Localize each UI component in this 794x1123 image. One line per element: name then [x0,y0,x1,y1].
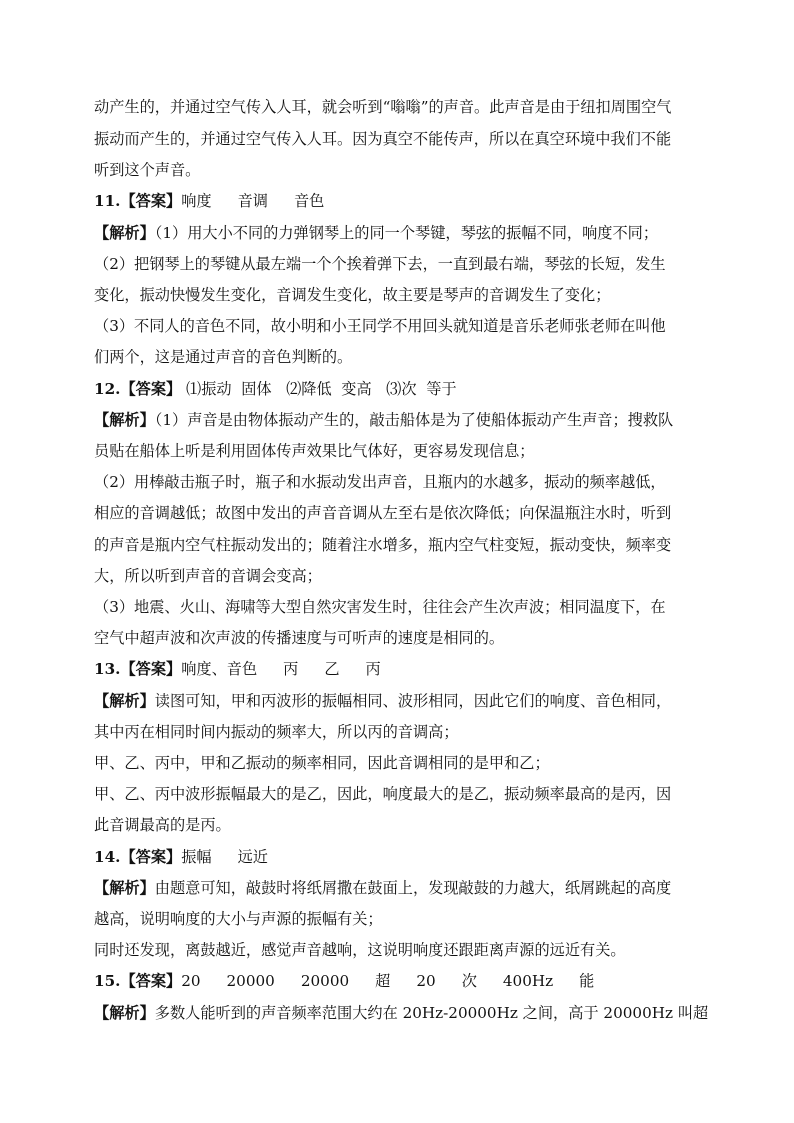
analysis-line-12 [94,410,714,430]
analysis-text: （1）声音是由物体振动产生的，敲击船体是为了使船体振动产生声音；搜救队 [154,411,674,429]
answer-value: 音色 [293,192,325,210]
text-line: 们两个，这是通过声音的音色判断的。 [94,348,353,366]
answer-value: 20 [416,972,436,990]
question-number: 11. [94,192,121,210]
text-line: （3）地震、火山、海啸等大型自然灾害发生时，往往会产生次声波；相同温度下，在 [94,598,666,616]
analysis-text: 读图可知，甲和丙波形的振幅相同、波形相同，因此它们的响度、音色相同， [154,692,672,710]
text-line: 变化，振动快慢发生变化，音调发生变化，故主要是琴声的音调发生了变化； [94,286,611,304]
text-line: 员贴在船体上听是利用固体传声效果比气体好，更容易发现信息； [94,442,535,460]
answer-line-11 [94,191,714,211]
analysis-line-14 [94,878,714,898]
answer-line-12 [94,379,714,399]
analysis-line-15 [94,1003,714,1023]
analysis-text: 由题意可知，敲鼓时将纸屑撒在鼓面上，发现敲鼓的力越大，纸屑跳起的高度 [154,879,672,897]
text-line: 其中丙在相同时间内振动的频率大，所以丙的音调高； [94,723,459,741]
question-number: 15. [94,972,121,990]
text-line: 听到这个声音。 [94,161,201,179]
answer-tag: 【答案】 [120,192,182,210]
answer-value: 20 [181,972,201,990]
question-number: 14. [94,848,121,866]
answer-tag: 【答案】 [120,660,182,678]
analysis-tag: 【解析】 [94,1004,155,1022]
text-line: 的声音是瓶内空气柱振动发出的；随着注水增多，瓶内空气柱变短，振动变快，频率变 [94,536,672,554]
analysis-text: 多数人能听到的声音频率范围大约在 20Hz-20000Hz 之间，高于 20000Hz 叫超 [154,1004,709,1022]
analysis-tag: 【解析】 [94,224,155,242]
text-line: 此音调最高的是丙。 [94,816,231,834]
text-line: 同时还发现，离鼓越近，感觉声音越响，这说明响度还跟距离声源的远近有关。 [94,941,626,959]
text-line: 振动而产生的，并通过空气传入人耳。因为真空不能传声，所以在真空环境中我们不能 [94,130,672,148]
analysis-tag: 【解析】 [94,692,155,710]
answer-line-13 [94,659,714,679]
question-number: 13. [94,660,121,678]
answer-value: 超 [375,972,391,990]
text-line: （3）不同人的音色不同，故小明和小王同学不用回头就知道是音乐老师张老师在叫他 [94,317,666,335]
text-line: 相应的音调越低；故图中发出的声音音调从左至右是依次降低；向保温瓶注水时，听到 [94,504,672,522]
text-line: 甲、乙、丙中波形振幅最大的是乙，因此，响度最大的是乙，振动频率最高的是丙，因 [94,785,672,803]
text-line: 动产生的，并通过空气传入人耳，就会听到“嗡嗡”的声音。此声音是由于纽扣周围空气 [94,98,672,116]
answer-line-14 [94,847,714,867]
answer-value: 能 [579,972,595,990]
answer-value: 响度 [181,192,212,210]
text-line: （2）把钢琴上的琴键从最左端一个个挨着弹下去，一直到最右端，琴弦的长短，发生 [94,255,666,273]
text-line: 空气中超声波和次声波的传播速度与可听声的速度是相同的。 [94,629,505,647]
answer-value: 乙 [324,660,340,678]
answer-value: 远近 [237,848,268,866]
answer-value: 振幅 [181,848,212,866]
answer-line-15 [94,971,714,991]
answer-value: 20000 [226,972,275,990]
text-line: 大，所以听到声音的音调会变高； [94,567,322,585]
analysis-tag: 【解析】 [94,879,155,897]
answer-value: 响度、音色 [181,660,258,678]
answer-value: 丙 [283,660,299,678]
answer-tag: 【答案】 [120,380,182,398]
answer-tag: 【答案】 [120,972,182,990]
answer-value: 400Hz [502,972,554,990]
text-line: 越高，说明响度的大小与声源的振幅有关； [94,910,383,928]
answer-tag: 【答案】 [120,848,182,866]
answer-value: 丙 [365,660,381,678]
text-line: （2）用棒敲击瓶子时，瓶子和水振动发出声音，且瓶内的水越多，振动的频率越低， [94,473,666,491]
analysis-line-11 [94,223,714,243]
answer-value: 20000 [300,972,350,990]
analysis-text: （1）用大小不同的力弹钢琴上的同一个琴键，琴弦的振幅不同，响度不同； [154,224,659,242]
analysis-tag: 【解析】 [94,411,155,429]
answer-value: ⑴振动 固体 ⑵降低 变高 ⑶次 等于 [181,380,457,398]
answer-value: 音调 [237,192,268,210]
answer-value: 次 [461,972,477,990]
question-number: 12. [94,380,121,398]
analysis-line-13 [94,691,714,711]
text-line: 甲、乙、丙中，甲和乙振动的频率相同，因此音调相同的是甲和乙； [94,754,550,772]
